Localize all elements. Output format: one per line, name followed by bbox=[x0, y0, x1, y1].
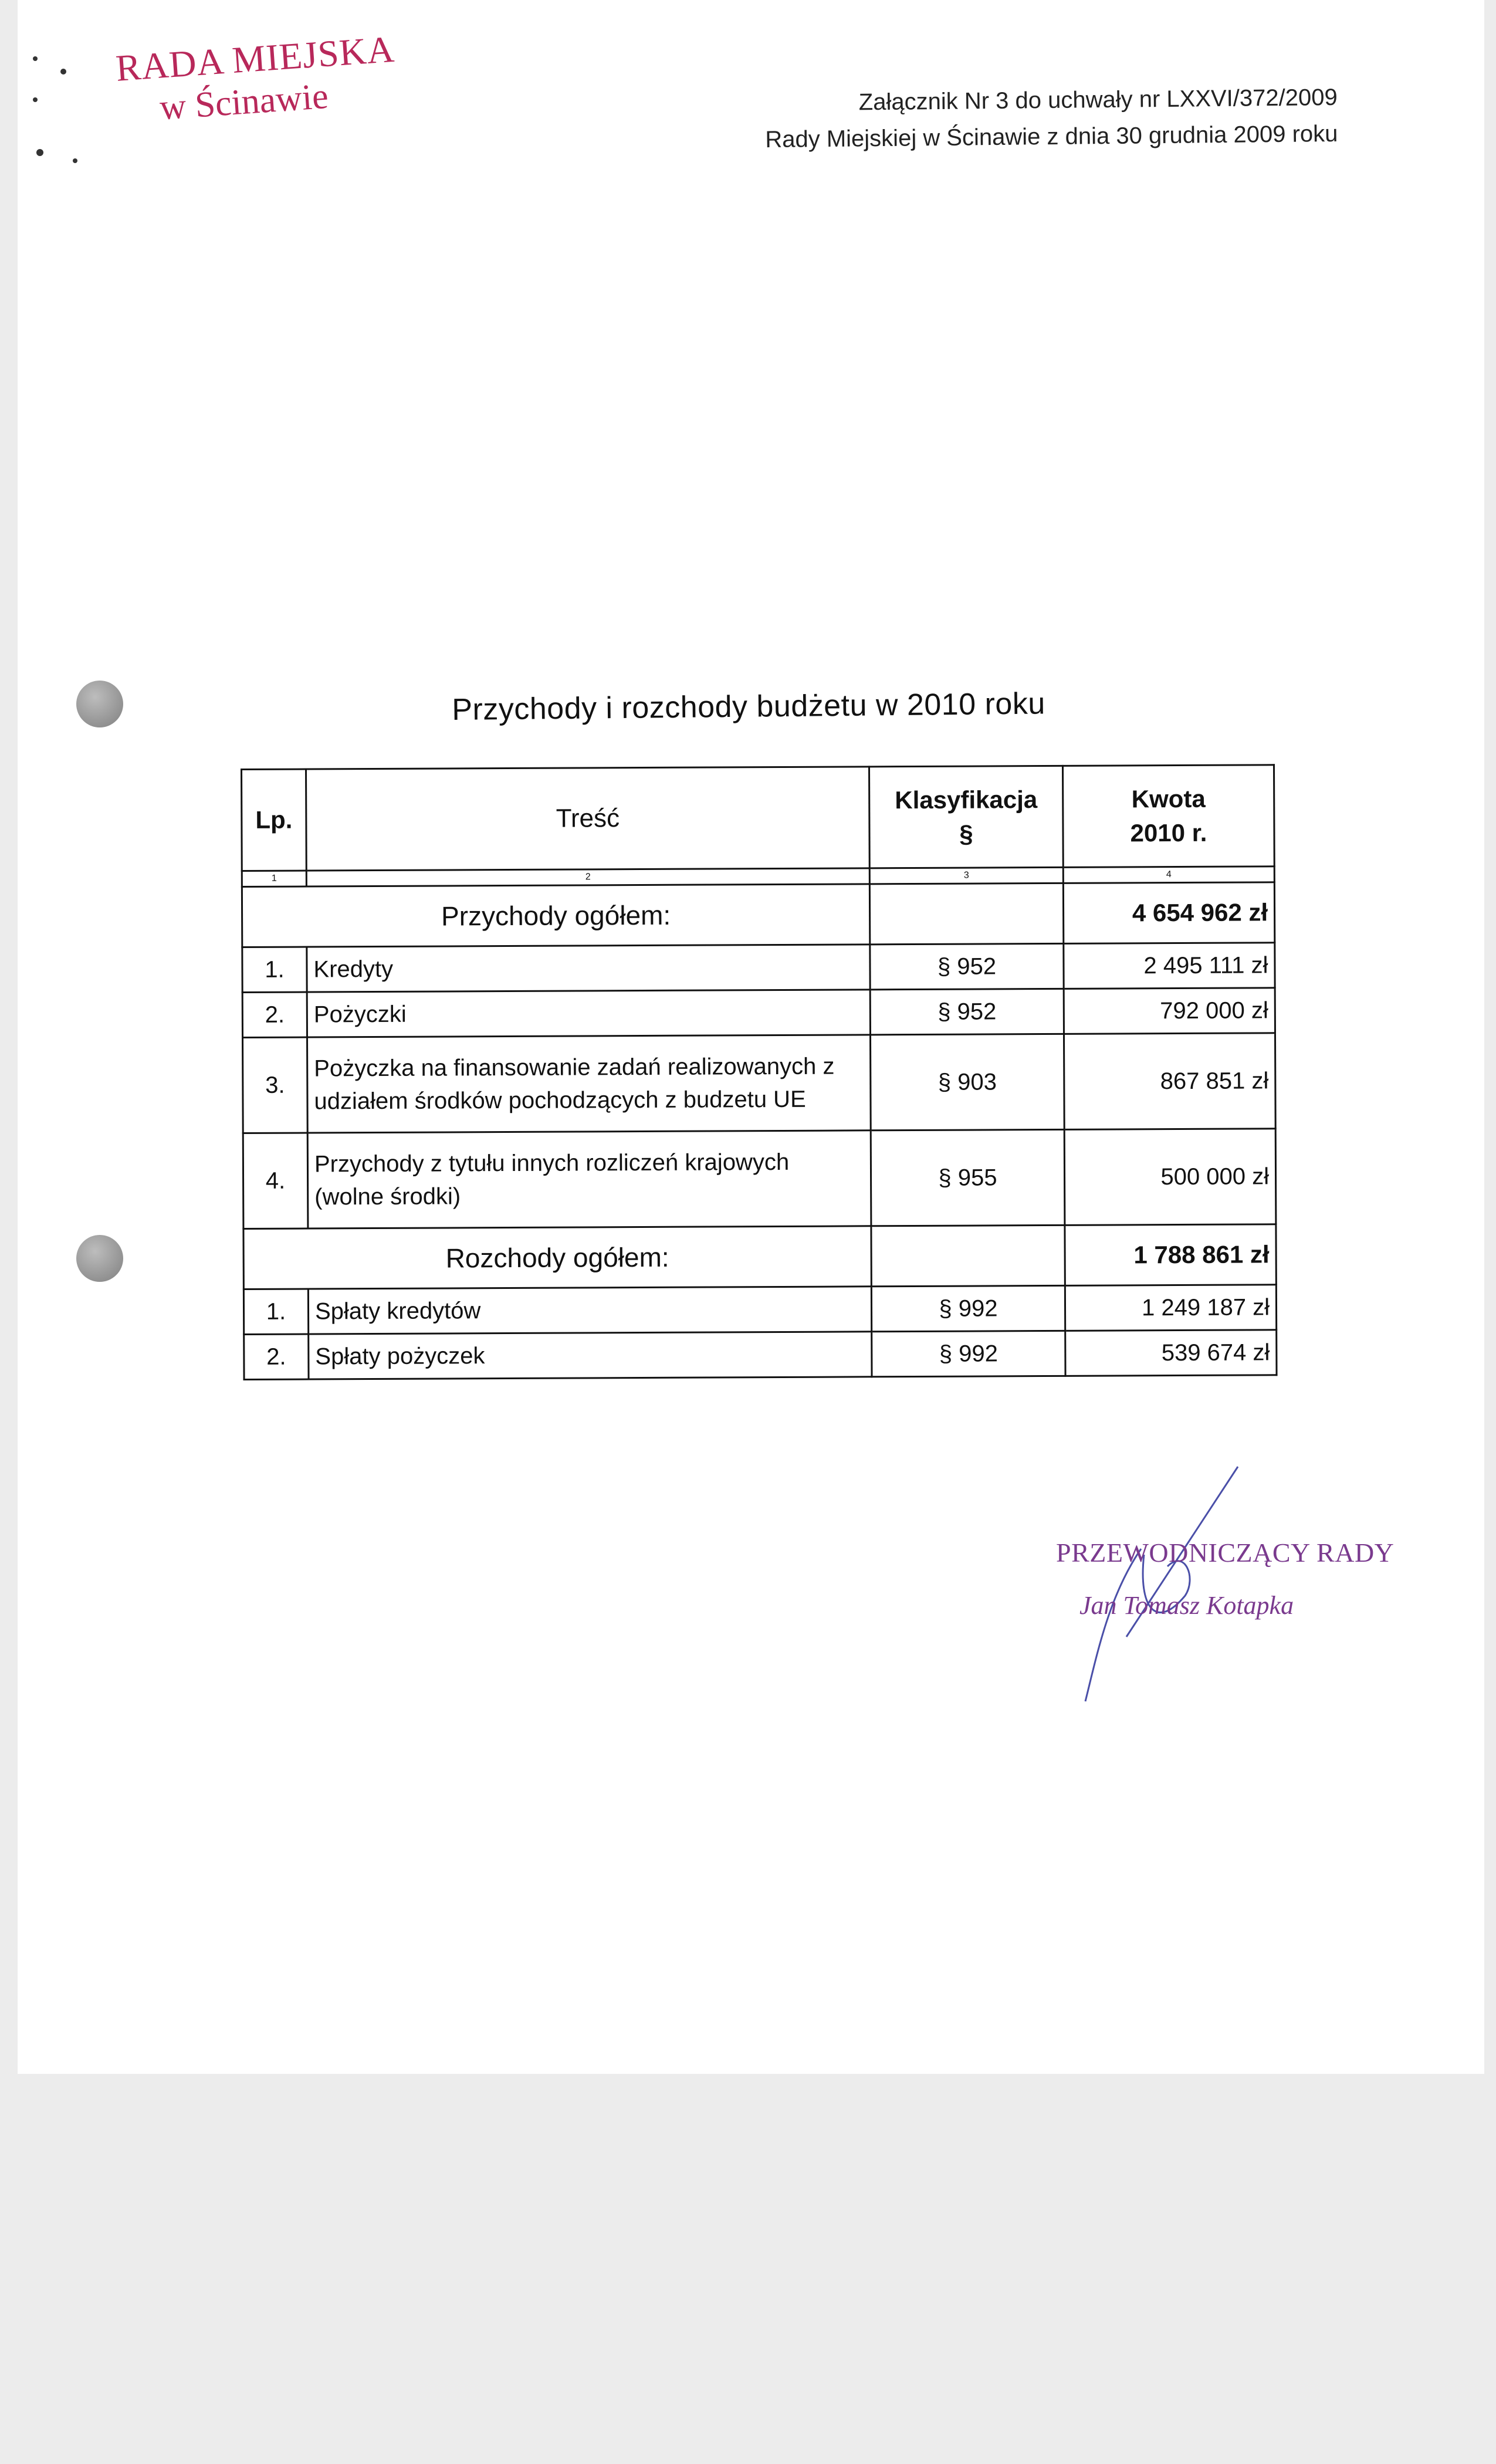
table-row bbox=[242, 988, 1275, 1038]
revenue-total-label: Przychody ogółem: bbox=[242, 884, 869, 947]
column-number: 1 bbox=[242, 871, 306, 886]
row-desc: Pożyczka na finansowanie zadań realizowanych z udziałem środków pochodzących z budzetu UE bbox=[307, 1035, 871, 1133]
attachment-reference bbox=[764, 79, 1338, 158]
row-lp: 4. bbox=[243, 1133, 308, 1228]
row-cls: § 992 bbox=[872, 1331, 1065, 1376]
header-klasyfikacja bbox=[869, 766, 1063, 868]
row-desc: Pożyczki bbox=[307, 990, 870, 1037]
header-kwota-line-1: Kwota bbox=[1131, 784, 1206, 813]
row-desc: Przychody z tytułu innych rozliczeń krajowych (wolne środki) bbox=[307, 1131, 871, 1228]
row-amount: 792 000 zł bbox=[1064, 988, 1275, 1034]
row-lp: 1. bbox=[242, 947, 307, 992]
row-lp: 1. bbox=[243, 1289, 308, 1334]
column-number: 4 bbox=[1063, 867, 1274, 884]
column-number: 2 bbox=[306, 868, 869, 886]
row-cls: § 903 bbox=[870, 1034, 1064, 1130]
expenses-total-row bbox=[243, 1224, 1276, 1289]
table-row bbox=[243, 1129, 1276, 1229]
column-number: 3 bbox=[869, 867, 1063, 884]
punch-hole-top bbox=[76, 681, 123, 727]
expenses-total-label: Rozchody ogółem: bbox=[243, 1226, 871, 1289]
revenue-total-amount: 4 654 962 zł bbox=[1063, 882, 1274, 944]
document-page bbox=[18, 0, 1484, 2074]
budget-table bbox=[241, 764, 1278, 1380]
row-lp: 2. bbox=[244, 1334, 309, 1379]
stamp-line-1: RADA MIEJSKA bbox=[114, 28, 396, 89]
row-lp: 2. bbox=[242, 992, 307, 1037]
revenue-total-cls bbox=[869, 883, 1063, 944]
row-desc: Spłaty kredytów bbox=[308, 1287, 871, 1334]
row-cls: § 955 bbox=[871, 1129, 1065, 1226]
stamp-line-2: w Ścinawie bbox=[158, 76, 330, 128]
table-row bbox=[243, 1033, 1276, 1133]
header-klasyfikacja-line-2: § bbox=[959, 820, 973, 848]
signature-role: PRZEWODNICZĄCY RADY bbox=[1056, 1538, 1395, 1568]
council-stamp bbox=[114, 28, 399, 132]
page-title: Przychody i rozchody budżetu w 2010 roku bbox=[452, 686, 1045, 727]
header-klasyfikacja-line-1: Klasyfikacja bbox=[895, 786, 1038, 814]
header-lp: Lp. bbox=[242, 769, 307, 871]
row-amount: 539 674 zł bbox=[1065, 1330, 1277, 1376]
header-kwota-line-2: 2010 r. bbox=[1130, 818, 1207, 847]
revenue-total-row bbox=[242, 882, 1274, 947]
expenses-total-amount: 1 788 861 zł bbox=[1065, 1224, 1276, 1286]
attachment-reference-line-1: Załącznik Nr 3 do uchwały nr LXXVI/372/2009 bbox=[858, 84, 1338, 116]
row-amount: 2 495 111 zł bbox=[1064, 943, 1275, 989]
budget-table-wrapper bbox=[241, 764, 1276, 1380]
attachment-reference-line-2: Rady Miejskiej w Ścinawie z dnia 30 grudnia 2009 roku bbox=[765, 120, 1338, 153]
row-lp: 3. bbox=[243, 1037, 308, 1133]
table-row bbox=[242, 943, 1275, 993]
row-desc: Spłaty pożyczek bbox=[309, 1332, 872, 1379]
row-amount: 1 249 187 zł bbox=[1065, 1285, 1276, 1331]
scan-marks bbox=[23, 18, 106, 170]
expenses-total-cls bbox=[871, 1225, 1065, 1286]
signature-name: Jan Tomasz Kotapka bbox=[1079, 1591, 1294, 1620]
row-cls: § 992 bbox=[871, 1285, 1065, 1331]
table-row bbox=[243, 1285, 1276, 1335]
table-row bbox=[244, 1330, 1277, 1380]
row-cls: § 952 bbox=[870, 989, 1064, 1034]
table-header-row bbox=[242, 765, 1275, 871]
row-cls: § 952 bbox=[870, 943, 1064, 989]
header-kwota bbox=[1062, 765, 1274, 868]
header-tresc: Treść bbox=[306, 767, 870, 871]
row-amount: 500 000 zł bbox=[1064, 1129, 1276, 1226]
chairman-signature-stamp bbox=[1056, 1537, 1394, 1620]
punch-hole-bottom bbox=[76, 1235, 123, 1282]
row-desc: Kredyty bbox=[307, 945, 870, 992]
row-amount: 867 851 zł bbox=[1064, 1033, 1275, 1130]
